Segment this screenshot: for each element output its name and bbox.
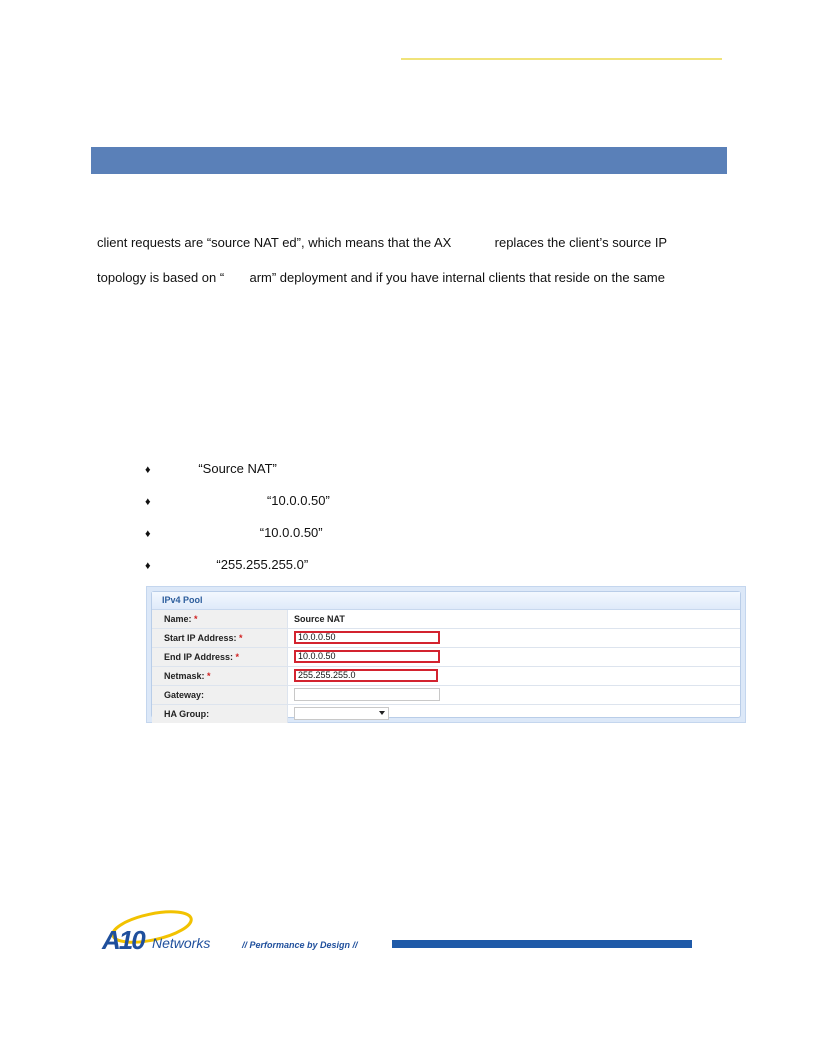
gateway-label: Gateway: [152,686,288,704]
bullet-diamond-icon: ♦ [145,464,151,476]
end-ip-row [152,648,740,667]
paragraph-line-1: client requests are “source NAT ed”, which means that the AX replaces the client’s source IP [97,235,668,250]
start-ip-row [152,629,740,648]
required-mark: * [239,633,243,643]
logo-bar [392,940,692,948]
ipv4-pool-title: IPv4 Pool [152,592,740,610]
bullet-diamond-icon: ♦ [145,496,151,508]
ipv4-pool-screenshot [146,586,746,723]
bullet-text: “255.255.255.0” [155,557,309,572]
bullet-item [145,461,277,476]
bullet-item [145,493,330,508]
bullet-text: “10.0.0.50” [155,525,323,540]
gateway-row [152,686,740,705]
header-rule [401,58,722,60]
a10-networks-logo [100,905,700,955]
bullet-text: “10.0.0.50” [155,493,330,508]
name-row [152,610,740,629]
ha-group-row [152,705,740,723]
name-value: Source NAT [294,614,345,624]
paragraph-line-2: topology is based on “ arm” deployment and if you have internal clients that reside on the same [97,270,665,285]
netmask-label: Netmask: * [152,667,288,685]
netmask-input[interactable]: 255.255.255.0 [294,669,438,682]
required-mark: * [194,614,198,624]
gateway-input[interactable] [294,688,440,701]
required-mark: * [207,671,211,681]
netmask-row [152,667,740,686]
start-ip-label: Start IP Address: * [152,629,288,647]
end-ip-input[interactable]: 10.0.0.50 [294,650,440,663]
logo-a10-mark: A10 [102,925,144,955]
bullet-text: “Source NAT” [155,461,277,476]
ipv4-pool-form [151,591,741,718]
name-label: Name: * [152,610,288,628]
section-header-bar [91,147,727,174]
chevron-down-icon [379,711,385,715]
end-ip-label: End IP Address: * [152,648,288,666]
logo-networks-text: Networks [152,935,211,951]
ha-group-select[interactable] [294,707,389,720]
bullet-item [145,557,308,572]
bullet-diamond-icon: ♦ [145,560,151,572]
required-mark: * [235,652,240,662]
start-ip-input[interactable]: 10.0.0.50 [294,631,440,644]
bullet-diamond-icon: ♦ [145,528,151,540]
logo-tagline: // Performance by Design // [242,940,358,950]
ha-group-label: HA Group: [152,705,288,723]
bullet-item [145,525,323,540]
